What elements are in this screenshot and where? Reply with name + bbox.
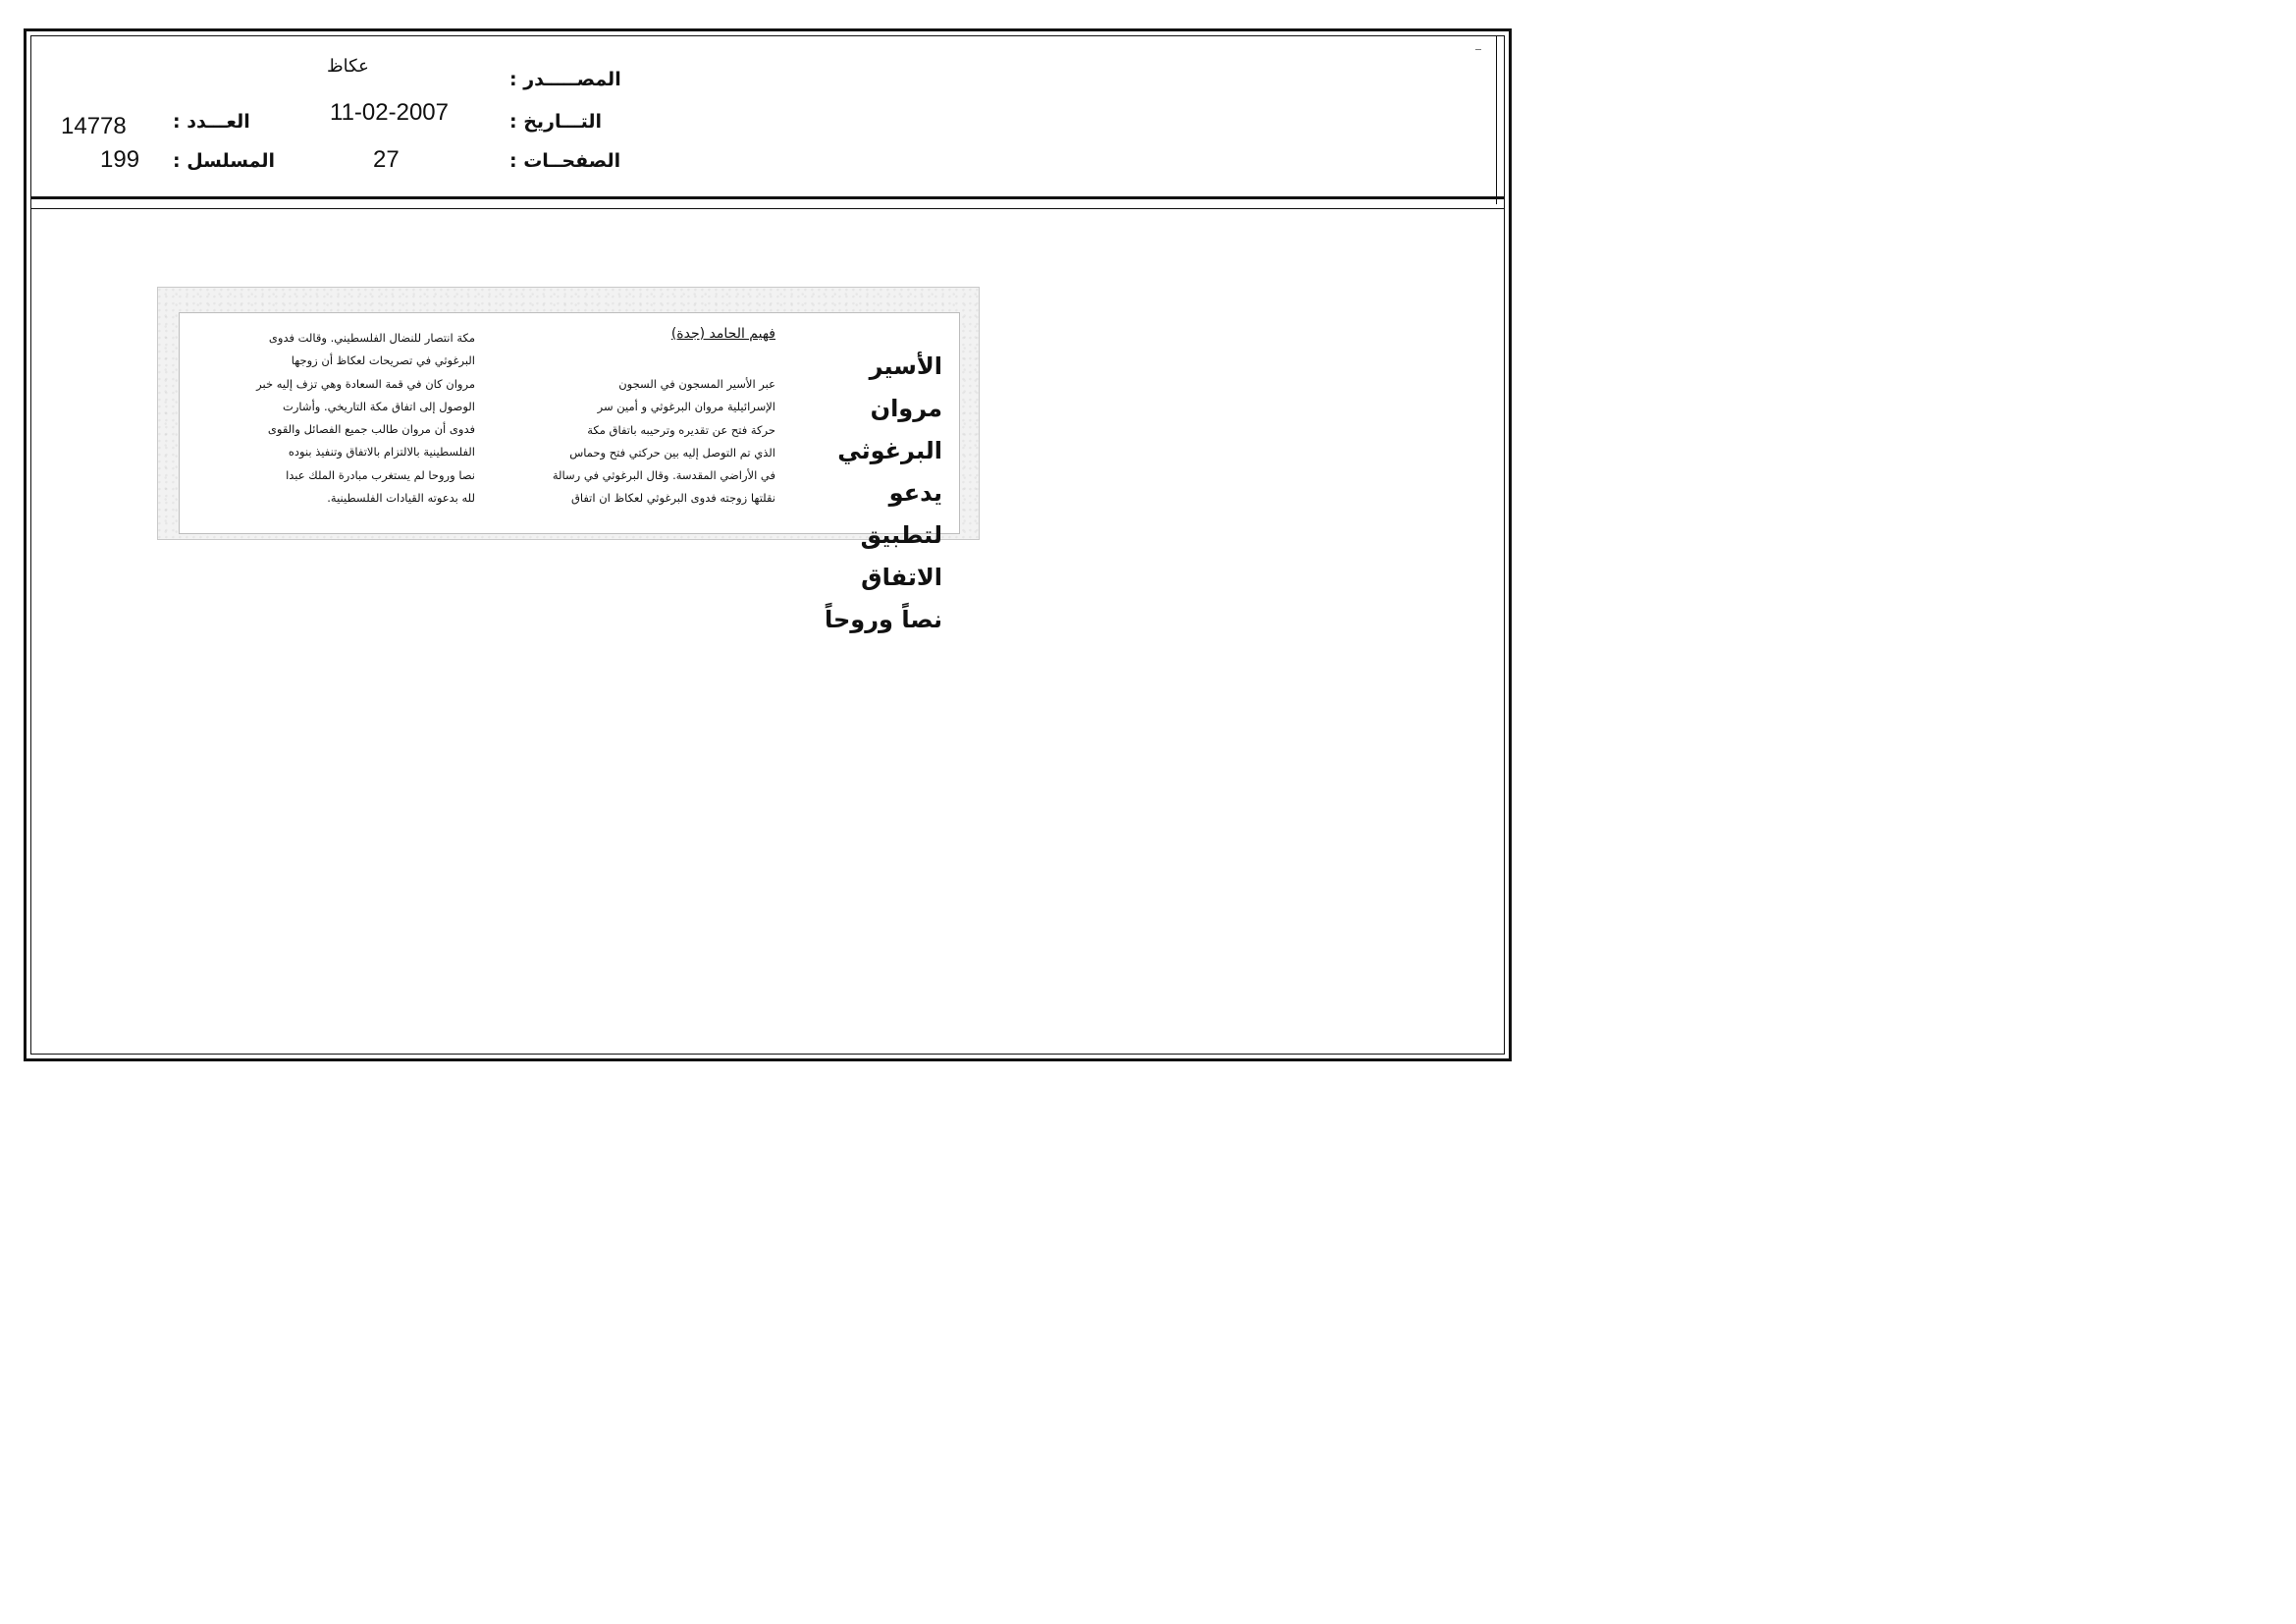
header-divider-thin [30, 208, 1505, 209]
headline-line: البرغوثي يدعو [837, 437, 942, 507]
article-line: الفلسطينية بالالتزام بالاتفاق وتنفيذ بنوده [288, 445, 475, 460]
date-value: 11-02-2007 [330, 99, 449, 126]
pages-value: 27 [373, 146, 400, 173]
issue-label: العـــدد : [173, 111, 250, 133]
header-side-divider [1496, 35, 1497, 204]
article-column-left [188, 327, 475, 510]
article-line: لله بدعوته القيادات الفلسطينية. [327, 491, 475, 506]
header-divider [30, 196, 1505, 199]
article-line: مروان كان في قمة السعادة وهي تزف إليه خبر [256, 376, 475, 391]
article-line: حركة فتح عن تقديره وترحيبه باتفاق مكة [587, 422, 775, 437]
article-line: البرغوثي في تصريحات لعكاظ أن زوجها [291, 353, 475, 368]
issue-value: 14778 [61, 113, 127, 139]
article-line: الذي تم التوصل إليه بين حركتي فتح وحماس [569, 445, 775, 460]
article-line: فدوى أن مروان طالب جميع الفصائل والقوى [267, 422, 475, 437]
source-value: عكاظ [327, 56, 369, 76]
article-column-right [491, 373, 775, 511]
page-inner-border [30, 35, 1505, 1055]
headline-line: الأسير مروان [869, 352, 942, 422]
article-line: في الأراضي المقدسة. وقال البرغوثي في رسالة [552, 468, 775, 483]
serial-label: المسلسل : [173, 150, 275, 172]
article-line: الإسرائيلية مروان البرغوثي و أمين سر [597, 400, 775, 414]
article-line: الوصول إلى اتفاق مكة التاريخي. وأشارت [283, 399, 475, 413]
serial-value: 199 [100, 146, 140, 173]
article-line: عبر الأسير المسجون في السجون [618, 377, 775, 391]
source-label: المصـــــدر : [509, 69, 621, 90]
article-line: مكة انتصار للنضال الفلسطيني. وقالت فدوى [268, 331, 475, 345]
article-line: نصا وروحا لم يستغرب مبادرة الملك عبدا [286, 467, 475, 482]
date-label: التـــاريخ : [509, 111, 602, 133]
headline-line: لتطبيق الاتفاق [860, 521, 942, 591]
headline-line: نصاً وروحاً [825, 606, 942, 633]
corner-mark [1475, 49, 1481, 50]
article-headline [797, 346, 942, 641]
article-byline: فهيم الحامد (جدة) [670, 326, 775, 342]
pages-label: الصفحــات : [509, 150, 621, 172]
article-line: نقلتها زوجته فدوى البرغوثي لعكاظ ان اتفاق [570, 491, 775, 506]
